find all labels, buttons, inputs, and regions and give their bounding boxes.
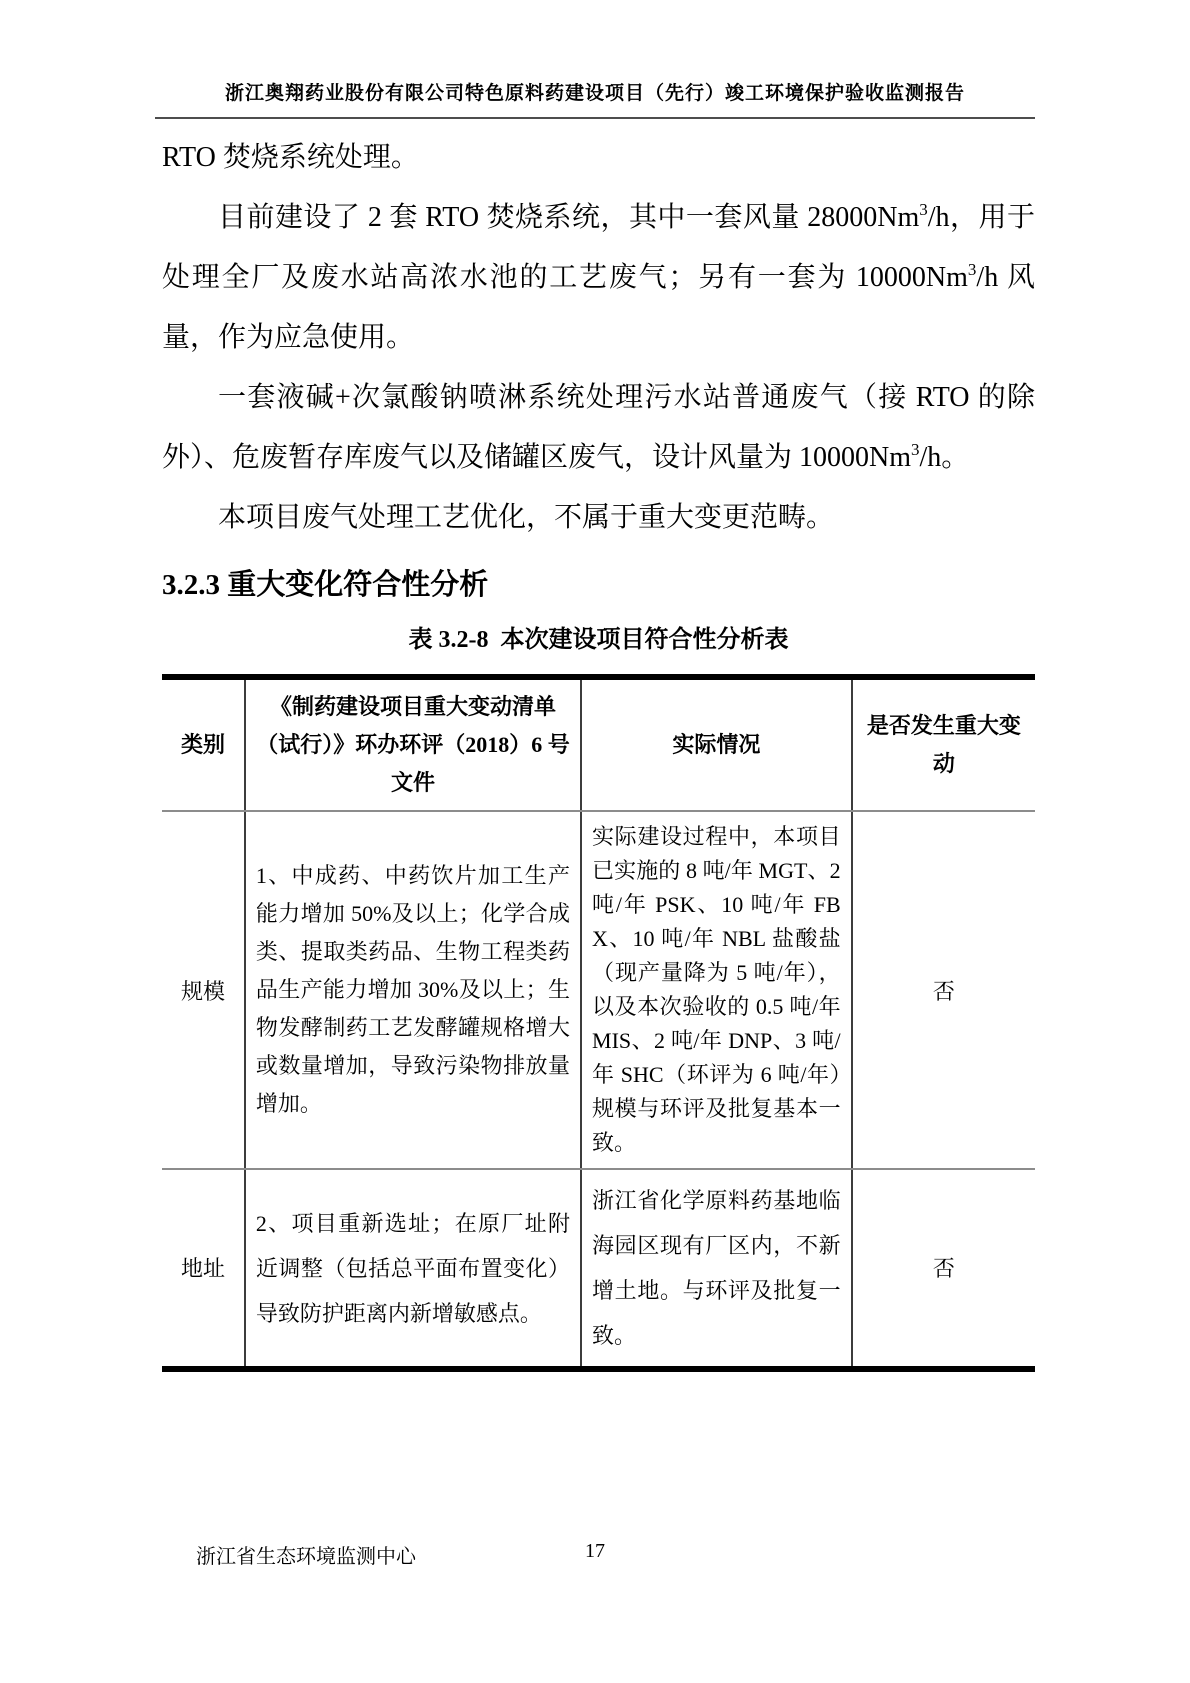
major-change-cell: 否 — [852, 811, 1035, 1169]
paragraph-conclusion: 本项目废气处理工艺优化，不属于重大变更范畴。 — [218, 502, 835, 533]
page-number: 17 — [585, 1540, 605, 1562]
superscript: 3 — [967, 260, 977, 279]
actual-situation-cell: 实际建设过程中，本项目已实施的 8 吨/年 MGT、2 吨/年 PSK、10 吨/年 FBX、10 吨/年 NBL 盐酸盐（现产量降为 5 吨/年），以及本次验收的 0.5 吨/年 MIS、2 吨/年 DNP、3 吨/年 SHC（环评为 6 吨/年）规模与环评及批复基本一致。 — [581, 811, 852, 1169]
paragraph-text: 目前建设了 2 套 RTO 焚烧系统，其中一套风量 28000Nm — [218, 202, 920, 233]
document-content — [162, 128, 1035, 1372]
superscript: 3 — [911, 440, 920, 459]
header-cell-major-change: 是否发生重大变动 — [852, 677, 1035, 811]
criteria-cell: 2、项目重新选址；在原厂址附近调整（包括总平面布置变化）导致防护距离内新增敏感点。 — [245, 1169, 581, 1369]
criteria-cell: 1、中成药、中药饮片加工生产能力增加 50%及以上；化学合成类、提取类药品、生物工程类药品生产能力增加 30%及以上；生物发酵制药工艺发酵罐规格增大或数量增加，导致污染物排放量增加。 — [245, 811, 581, 1169]
table-caption: 表 3.2-8 本次建设项目符合性分析表 — [408, 627, 789, 653]
page-header — [155, 78, 1035, 119]
actual-situation-cell: 浙江省化学原料药基地临海园区现有厂区内，不新增土地。与环评及批复一致。 — [581, 1169, 852, 1369]
major-change-cell: 否 — [852, 1169, 1035, 1369]
paragraph-spray-system — [162, 368, 1035, 488]
paragraph-text: 一套液碱+次氯酸钠喷淋系统处理污水站普通废气（接 RTO 的除外）、危废暂存库废气以及储罐区废气，设计风量为 10000Nm — [162, 382, 1035, 473]
footer-organization: 浙江省生态环境监测中心 — [196, 1546, 416, 1568]
table-header-row — [162, 677, 1035, 811]
header-cell-criteria: 《制药建设项目重大变动清单（试行）》环办环评（2018）6 号文件 — [245, 677, 581, 811]
header-cell-category: 类别 — [162, 677, 245, 811]
page-footer — [0, 1540, 1190, 1570]
table-row-scale — [162, 811, 1035, 1169]
paragraph-rto-systems — [162, 188, 1035, 368]
paragraph-text: /h。 — [919, 442, 970, 473]
paragraph-text: RTO 焚烧系统处理。 — [162, 142, 419, 173]
paragraph-text: /h 风量，作为应急使用。 — [162, 262, 1035, 353]
paragraph-rto-continuation — [162, 128, 1035, 188]
section-heading: 3.2.3 重大变化符合性分析 — [162, 569, 489, 601]
category-cell: 规模 — [162, 811, 245, 1169]
category-cell: 地址 — [180, 1255, 225, 1281]
header-title: 浙江奥翔药业股份有限公司特色原料药建设项目（先行）竣工环境保护验收监测报告 — [224, 83, 965, 104]
table-row-address — [162, 1169, 1035, 1369]
header-cell-actual: 实际情况 — [581, 677, 852, 811]
compliance-analysis-table — [162, 674, 1035, 1372]
paragraph-text: /h，用于处理全厂及废水站高浓水池的工艺废气；另有一套为 10000Nm — [162, 202, 1035, 293]
superscript: 3 — [919, 200, 928, 219]
